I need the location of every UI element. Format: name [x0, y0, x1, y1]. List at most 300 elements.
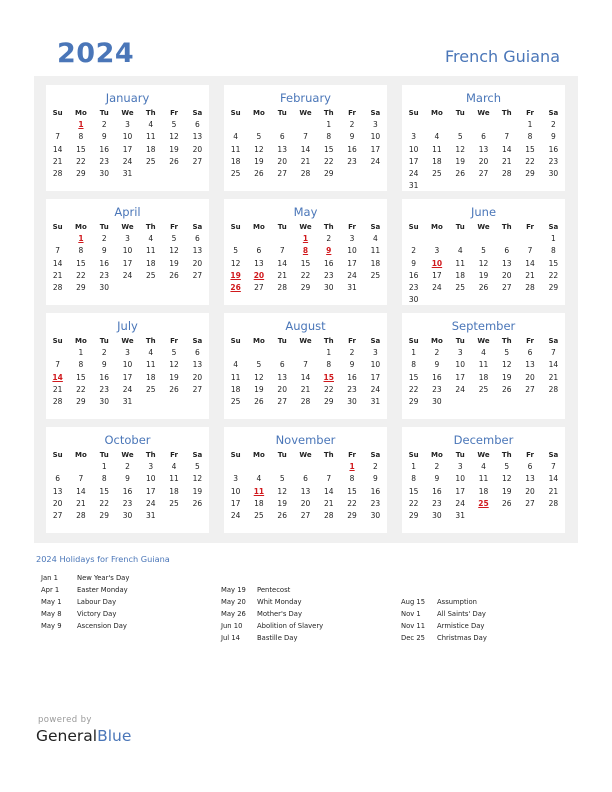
day-cell: 6: [279, 132, 285, 142]
empty-cell: [449, 396, 472, 408]
day-cell: 19: [501, 486, 512, 496]
day-cell: 27: [192, 156, 203, 166]
weekday-header: We: [299, 223, 312, 231]
month-april: [46, 199, 209, 305]
empty-cell: [139, 168, 162, 180]
day-cell: 19: [455, 156, 465, 166]
weekday-header: Tu: [277, 451, 287, 459]
weekday-header: Su: [408, 451, 419, 459]
weekday-header: Su: [52, 337, 63, 345]
day-cell: 27: [478, 169, 489, 179]
day-cell: 19: [478, 270, 489, 280]
day-cell: 28: [323, 511, 334, 521]
day-cell: 18: [455, 270, 465, 280]
empty-cell: [247, 119, 270, 131]
empty-cell: [425, 180, 448, 192]
weekday-header: Sa: [192, 451, 203, 459]
day-cell: 20: [300, 498, 311, 508]
holiday-item: [221, 634, 323, 646]
day-cell: 28: [76, 511, 86, 521]
day-cell: 11: [145, 132, 156, 142]
weekday-header: Tu: [277, 109, 287, 117]
day-cell: 16: [432, 486, 442, 496]
day-cell: 19: [169, 258, 179, 268]
day-cell: 8: [78, 132, 84, 142]
holiday-item: [401, 622, 487, 634]
holiday-column: [401, 598, 487, 646]
day-cell: 15: [408, 372, 419, 382]
empty-cell: [364, 168, 387, 180]
day-cell: 31: [455, 511, 465, 521]
empty-cell: [449, 294, 472, 306]
day-cell: 11: [432, 144, 442, 154]
weekday-header: Fr: [170, 223, 178, 231]
day-cell: 5: [256, 132, 262, 142]
day-cell: 15: [99, 486, 109, 496]
empty-cell: [139, 396, 162, 408]
day-cell: 5: [171, 120, 177, 130]
day-cell: 21: [76, 498, 86, 508]
day-cell: 20: [277, 384, 287, 394]
day-cell: 26: [501, 498, 512, 508]
weekday-header: We: [477, 109, 490, 117]
empty-cell: [271, 347, 294, 359]
weekday-header: Th: [145, 223, 156, 231]
weekday-header: Fr: [348, 223, 356, 231]
day-cell: 7: [279, 246, 285, 256]
weekday-header: Th: [145, 109, 156, 117]
empty-cell: [294, 119, 317, 131]
weekday-header: We: [299, 451, 312, 459]
month-table: [224, 221, 387, 294]
empty-cell: [449, 119, 472, 131]
holiday-item: [41, 598, 129, 610]
day-cell: 30: [99, 169, 109, 179]
weekday-header: Sa: [548, 223, 559, 231]
day-cell: 21: [52, 156, 63, 166]
day-cell: 8: [349, 474, 355, 484]
day-cell: 26: [169, 270, 179, 280]
day-cell: 4: [233, 132, 239, 142]
day-cell: 17: [122, 144, 133, 154]
brand-blue: Blue: [97, 727, 132, 745]
month-september: [402, 313, 565, 419]
day-cell: 25: [230, 169, 241, 179]
day-cell: 29: [525, 169, 535, 179]
day-cell: 12: [254, 372, 264, 382]
day-cell: 20: [501, 270, 512, 280]
day-cell: 12: [254, 144, 264, 154]
weekday-header: Tu: [455, 223, 465, 231]
weekday-header: Su: [52, 223, 63, 231]
weekday-header: Tu: [455, 109, 465, 117]
day-cell: 19: [169, 144, 179, 154]
month-table: [224, 335, 387, 408]
day-cell: 18: [478, 372, 489, 382]
day-cell: 7: [303, 132, 308, 142]
day-cell: 27: [525, 384, 535, 394]
holiday-date: Jan 1: [41, 574, 58, 582]
day-cell: 16: [99, 144, 109, 154]
day-cell: 6: [303, 474, 308, 484]
weekday-header: Fr: [526, 337, 534, 345]
day-cell: 28: [548, 498, 559, 508]
month-table: [46, 449, 209, 522]
weekday-header: We: [477, 337, 490, 345]
weekday-header: Su: [230, 337, 241, 345]
empty-cell: [495, 510, 518, 522]
day-cell: 27: [525, 498, 535, 508]
day-cell: 27: [192, 270, 203, 280]
day-cell: 12: [169, 360, 179, 370]
month-name: October: [104, 433, 151, 447]
month-name: July: [117, 319, 138, 333]
day-cell: 16: [408, 270, 419, 280]
day-cell: 13: [525, 360, 535, 370]
month-december: [402, 427, 565, 533]
day-cell: 6: [504, 246, 510, 256]
day-cell: 29: [548, 283, 559, 293]
day-cell: 13: [300, 486, 311, 496]
weekday-header: Tu: [99, 451, 109, 459]
day-cell: 16: [99, 372, 109, 382]
day-cell: 3: [411, 132, 417, 142]
day-cell: 7: [504, 132, 510, 142]
day-cell: 25: [478, 384, 489, 394]
day-cell: 4: [148, 120, 154, 130]
month-name: April: [114, 205, 141, 219]
day-cell: 4: [256, 474, 262, 484]
day-cell: 16: [432, 372, 442, 382]
day-cell: 3: [125, 120, 130, 130]
month-july: [46, 313, 209, 419]
day-cell: 14: [277, 258, 287, 268]
holiday-item: [221, 610, 323, 622]
day-cell: 10: [145, 474, 156, 484]
day-cell: 7: [55, 246, 61, 256]
day-cell: 12: [501, 360, 512, 370]
empty-cell: [46, 119, 69, 131]
day-cell: 14: [52, 258, 63, 268]
month-march: [402, 85, 565, 191]
empty-cell: [542, 510, 565, 522]
day-cell: 27: [254, 283, 264, 293]
day-cell: 18: [169, 486, 179, 496]
day-cell: 3: [372, 348, 378, 358]
empty-cell: [495, 119, 518, 131]
day-cell: 29: [76, 283, 86, 293]
holiday-name: Assumption: [437, 598, 477, 606]
day-cell: 23: [370, 498, 381, 508]
day-cell: 11: [145, 246, 156, 256]
empty-cell: [224, 233, 247, 245]
day-cell: 30: [548, 169, 559, 179]
day-cell: 16: [323, 258, 334, 268]
day-cell: 6: [194, 120, 200, 130]
day-cell: 22: [347, 498, 357, 508]
empty-cell: [224, 119, 247, 131]
weekday-header: Mo: [253, 109, 265, 117]
empty-cell: [449, 180, 472, 192]
day-cell: 30: [99, 283, 109, 293]
weekday-header: We: [477, 223, 490, 231]
weekday-header: Fr: [526, 109, 534, 117]
day-cell: 23: [99, 270, 109, 280]
day-cell: 23: [347, 384, 357, 394]
day-cell: 4: [233, 360, 239, 370]
holiday-day-cell: 1: [78, 234, 84, 244]
day-cell: 9: [411, 258, 417, 268]
day-cell: 3: [125, 348, 130, 358]
day-cell: 26: [501, 384, 512, 394]
day-cell: 3: [148, 462, 154, 472]
day-cell: 30: [323, 283, 334, 293]
day-cell: 2: [434, 348, 440, 358]
empty-cell: [186, 282, 209, 294]
day-cell: 18: [432, 156, 442, 166]
day-cell: 15: [408, 486, 419, 496]
day-cell: 23: [548, 156, 559, 166]
day-cell: 2: [101, 120, 107, 130]
weekday-header: Fr: [170, 109, 178, 117]
day-cell: 15: [347, 486, 357, 496]
day-cell: 14: [76, 486, 86, 496]
empty-cell: [425, 233, 448, 245]
weekday-header: Sa: [548, 451, 559, 459]
empty-cell: [69, 461, 92, 473]
day-cell: 28: [52, 169, 63, 179]
powered-by-label: powered by: [38, 715, 92, 725]
day-cell: 11: [230, 144, 241, 154]
day-cell: 2: [125, 462, 130, 472]
holiday-day-cell: 14: [52, 372, 63, 382]
day-cell: 10: [230, 486, 241, 496]
day-cell: 7: [550, 348, 556, 358]
day-cell: 11: [370, 246, 381, 256]
page-title: 2024: [57, 38, 135, 69]
holiday-date: Jul 14: [221, 634, 241, 643]
weekday-header: Fr: [348, 451, 356, 459]
holidays-heading: 2024 Holidays for French Guiana: [36, 554, 170, 564]
month-name: December: [453, 433, 514, 447]
day-cell: 25: [370, 270, 381, 280]
day-cell: 14: [323, 486, 334, 496]
day-cell: 17: [122, 372, 133, 382]
weekday-header: Tu: [99, 109, 109, 117]
day-cell: 23: [432, 384, 442, 394]
day-cell: 1: [326, 120, 332, 130]
day-cell: 8: [550, 246, 556, 256]
day-cell: 24: [455, 384, 465, 394]
empty-cell: [294, 347, 317, 359]
day-cell: 22: [76, 156, 86, 166]
day-cell: 18: [145, 372, 156, 382]
day-cell: 13: [192, 360, 203, 370]
holiday-date: Dec 25: [401, 634, 425, 643]
day-cell: 7: [550, 462, 556, 472]
holiday-day-cell: 15: [323, 372, 334, 382]
day-cell: 18: [145, 144, 156, 154]
day-cell: 23: [408, 283, 419, 293]
day-cell: 26: [277, 511, 287, 521]
empty-cell: [518, 294, 541, 306]
day-cell: 2: [550, 120, 556, 130]
holiday-column: [221, 586, 323, 646]
day-cell: 20: [192, 258, 203, 268]
month-name: August: [285, 319, 326, 333]
day-cell: 11: [478, 360, 489, 370]
weekday-header: Su: [408, 223, 419, 231]
empty-cell: [247, 347, 270, 359]
empty-cell: [271, 461, 294, 473]
day-cell: 17: [347, 258, 357, 268]
month-february: [224, 85, 387, 191]
day-cell: 15: [548, 258, 559, 268]
day-cell: 17: [145, 486, 156, 496]
day-cell: 21: [525, 270, 535, 280]
day-cell: 20: [192, 372, 203, 382]
holiday-date: May 9: [41, 622, 62, 631]
weekday-header: Fr: [170, 337, 178, 345]
day-cell: 31: [122, 169, 133, 179]
month-october: [46, 427, 209, 533]
empty-cell: [472, 119, 495, 131]
weekday-header: Fr: [526, 451, 534, 459]
day-cell: 24: [370, 156, 381, 166]
weekday-header: Th: [145, 451, 156, 459]
day-cell: 24: [432, 283, 442, 293]
weekday-header: Mo: [431, 337, 443, 345]
day-cell: 28: [52, 397, 63, 407]
brand-logo: [36, 727, 131, 745]
empty-cell: [472, 233, 495, 245]
weekday-header: Tu: [455, 337, 465, 345]
day-cell: 12: [501, 474, 512, 484]
holiday-date: May 8: [41, 610, 62, 619]
day-cell: 25: [455, 283, 465, 293]
holiday-date: May 20: [221, 598, 246, 607]
day-cell: 5: [171, 234, 177, 244]
empty-cell: [518, 180, 541, 192]
weekday-header: Su: [52, 451, 63, 459]
day-cell: 4: [434, 132, 440, 142]
weekday-header: Tu: [99, 337, 109, 345]
day-cell: 22: [300, 270, 311, 280]
holiday-name: Christmas Day: [437, 634, 487, 643]
day-cell: 20: [277, 156, 287, 166]
empty-cell: [449, 233, 472, 245]
day-cell: 30: [370, 511, 381, 521]
day-cell: 28: [300, 397, 311, 407]
day-cell: 16: [122, 486, 133, 496]
holiday-name: Pentecost: [257, 586, 291, 594]
day-cell: 29: [76, 397, 86, 407]
holiday-date: May 1: [41, 598, 62, 607]
day-cell: 13: [478, 144, 489, 154]
holiday-name: Mother's Day: [257, 610, 302, 619]
empty-cell: [472, 510, 495, 522]
day-cell: 16: [99, 258, 109, 268]
holiday-date: May 26: [221, 610, 246, 619]
empty-cell: [46, 347, 69, 359]
day-cell: 31: [370, 397, 381, 407]
holiday-name: Labour Day: [77, 598, 117, 607]
day-cell: 8: [326, 360, 332, 370]
empty-cell: [472, 294, 495, 306]
day-cell: 17: [370, 372, 381, 382]
day-cell: 26: [169, 156, 179, 166]
day-cell: 19: [501, 372, 512, 382]
weekday-header: We: [477, 451, 490, 459]
weekday-header: Th: [501, 109, 512, 117]
day-cell: 22: [408, 384, 419, 394]
holiday-item: [401, 598, 487, 610]
day-cell: 10: [122, 246, 133, 256]
day-cell: 11: [169, 474, 179, 484]
weekday-header: Mo: [253, 337, 265, 345]
day-cell: 5: [504, 462, 510, 472]
holiday-name: Whit Monday: [257, 598, 302, 607]
empty-cell: [224, 347, 247, 359]
empty-cell: [271, 233, 294, 245]
day-cell: 19: [277, 498, 287, 508]
day-cell: 15: [76, 372, 86, 382]
holiday-item: [41, 586, 129, 598]
day-cell: 25: [145, 270, 156, 280]
day-cell: 4: [372, 234, 378, 244]
day-cell: 6: [481, 132, 486, 142]
day-cell: 12: [169, 246, 179, 256]
holiday-column: [41, 574, 129, 634]
day-cell: 22: [408, 498, 419, 508]
day-cell: 6: [256, 246, 262, 256]
day-cell: 27: [501, 283, 512, 293]
day-cell: 11: [455, 258, 465, 268]
day-cell: 21: [548, 372, 559, 382]
day-cell: 21: [323, 498, 334, 508]
weekday-header: Fr: [170, 451, 178, 459]
day-cell: 17: [122, 258, 133, 268]
holiday-day-cell: 26: [230, 283, 241, 293]
day-cell: 3: [125, 234, 130, 244]
holiday-name: Armistice Day: [437, 622, 485, 631]
empty-cell: [472, 180, 495, 192]
day-cell: 12: [478, 258, 489, 268]
month-name: September: [451, 319, 516, 333]
empty-cell: [46, 461, 69, 473]
holiday-name: Ascension Day: [77, 622, 127, 631]
holiday-date: Nov 11: [401, 622, 426, 631]
day-cell: 15: [76, 144, 86, 154]
day-cell: 19: [254, 384, 264, 394]
empty-cell: [518, 396, 541, 408]
day-cell: 11: [478, 474, 489, 484]
holiday-day-cell: 19: [230, 270, 241, 280]
day-cell: 1: [326, 348, 332, 358]
day-cell: 3: [349, 234, 355, 244]
day-cell: 28: [300, 169, 311, 179]
day-cell: 12: [192, 474, 203, 484]
day-cell: 2: [411, 246, 417, 256]
day-cell: 9: [101, 360, 107, 370]
day-cell: 30: [408, 295, 419, 305]
day-cell: 1: [101, 462, 107, 472]
day-cell: 24: [122, 384, 133, 394]
day-cell: 30: [432, 511, 442, 521]
holiday-day-cell: 1: [302, 234, 309, 244]
day-cell: 25: [145, 384, 156, 394]
month-name: January: [105, 91, 150, 105]
